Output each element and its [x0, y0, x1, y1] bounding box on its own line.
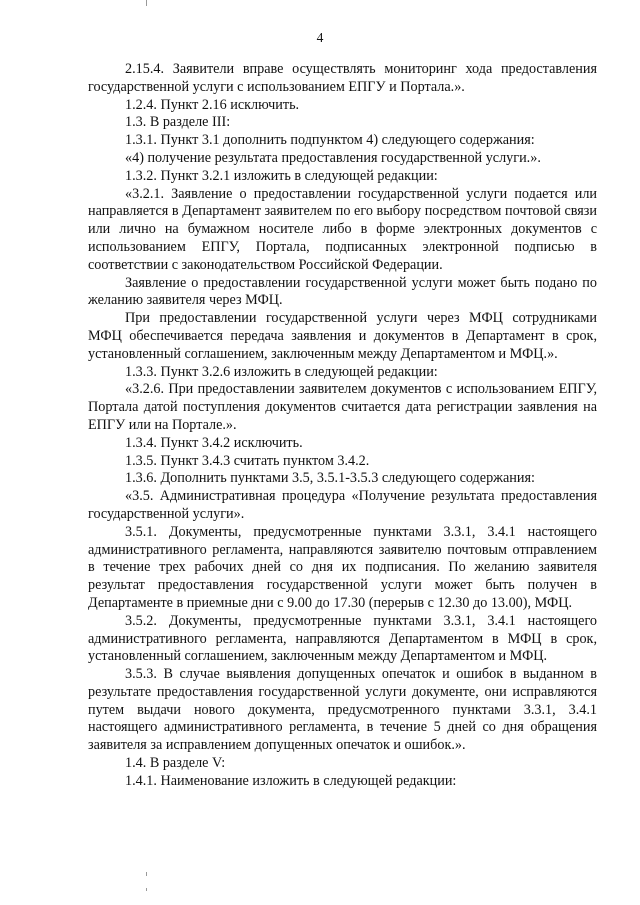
paragraph-1-3-6: 1.3.6. Дополнить пунктами 3.5, 3.5.1-3.5.3 следующего содержания:: [125, 470, 535, 487]
paragraph-1-3-1: 1.3.1. Пункт 3.1 дополнить подпунктом 4) следующего содержания:: [125, 132, 535, 149]
paragraph-1-4-1: 1.4.1. Наименование изложить в следующей редакции:: [125, 772, 457, 789]
paragraph-1-3-5: 1.3.5. Пункт 3.4.3 считать пунктом 3.4.2.: [125, 452, 370, 469]
paragraph-1-3-4: 1.3.4. Пункт 3.4.2 исключить.: [125, 434, 303, 451]
paragraph-mfc-transfer: При предоставлении государственной услуги через МФЦ сотрудниками МФЦ обеспечивается передача заявления и документов в Департамент в срок, установленный соглашением, заключенным между Департаментом и МФЦ.».: [88, 310, 597, 362]
paragraph-1-2-4: 1.2.4. Пункт 2.16 исключить.: [125, 96, 300, 113]
paragraph-3-5-3: 3.5.3. В случае выявления допущенных опечаток и ошибок в выданном в результате предоставления государственной услуги документе, они исправляются путем выдачи нового документа, предусмотренного пунктами 3.3.1, 3.4.1 настоящего административного регламента, в течение 5 дней со дня обращения заявителя за исправлением допущенных опечаток и ошибок.».: [88, 666, 597, 754]
document-body: [88, 61, 597, 791]
scan-mark: [146, 888, 147, 891]
paragraph-3-2-1: «3.2.1. Заявление о предоставлении государственной услуги подается или направляется в Департамент заявителем по его выбору посредством почтовой связи или лично на бумажном носителе либо в форме электронных документов с использованием ЕПГУ, Портала, подписанных электронной подписью в соответствии с законодательством Российской Федерации.: [88, 185, 597, 273]
paragraph-3-5: «3.5. Административная процедура «Получение результата предоставления государственной услуги».: [88, 488, 597, 522]
paragraph-1-3-2: 1.3.2. Пункт 3.2.1 изложить в следующей редакции:: [125, 167, 438, 184]
paragraph-quote-4: «4) получение результата предоставления государственной услуги.».: [125, 149, 541, 166]
paragraph-mfc-application: Заявление о предоставлении государственной услуги может быть подано по желанию заявителя через МФЦ.: [88, 274, 597, 309]
page-number: 4: [316, 30, 324, 45]
scan-mark: [146, 872, 147, 876]
scan-mark: [146, 0, 147, 6]
paragraph-1-4: 1.4. В разделе V:: [125, 755, 226, 772]
paragraph-3-2-6: «3.2.6. При предоставлении заявителем документов с использованием ЕПГУ, Портала датой поступления документов считается дата регистрации заявления на ЕПГУ или на Портале.».: [88, 381, 597, 433]
paragraph-1-3-3: 1.3.3. Пункт 3.2.6 изложить в следующей редакции:: [125, 363, 438, 380]
paragraph-3-5-2: 3.5.2. Документы, предусмотренные пунктами 3.3.1, 3.4.1 настоящего административного регламента, направляются Департаментом в МФЦ в срок, установленный соглашением, заключенным между Департаментом и МФЦ.: [88, 612, 597, 665]
paragraph-3-5-1: 3.5.1. Документы, предусмотренные пунктами 3.3.1, 3.4.1 настоящего административного регламента, направляются заявителю почтовым отправлением в течение трех рабочих дней со дня их подписания. По желанию заявителя результат предоставления государственной услуги может быть получен в Департаменте в приемные дни с 9.00 до 17.30 (перерыв с 12.30 до 13.00), МФЦ.: [88, 523, 597, 611]
paragraph-2-15-4: 2.15.4. Заявители вправе осуществлять мониторинг хода предоставления государственной услуги с использованием ЕПГУ и Портала.».: [88, 61, 597, 95]
paragraph-1-3: 1.3. В разделе III:: [125, 114, 231, 131]
